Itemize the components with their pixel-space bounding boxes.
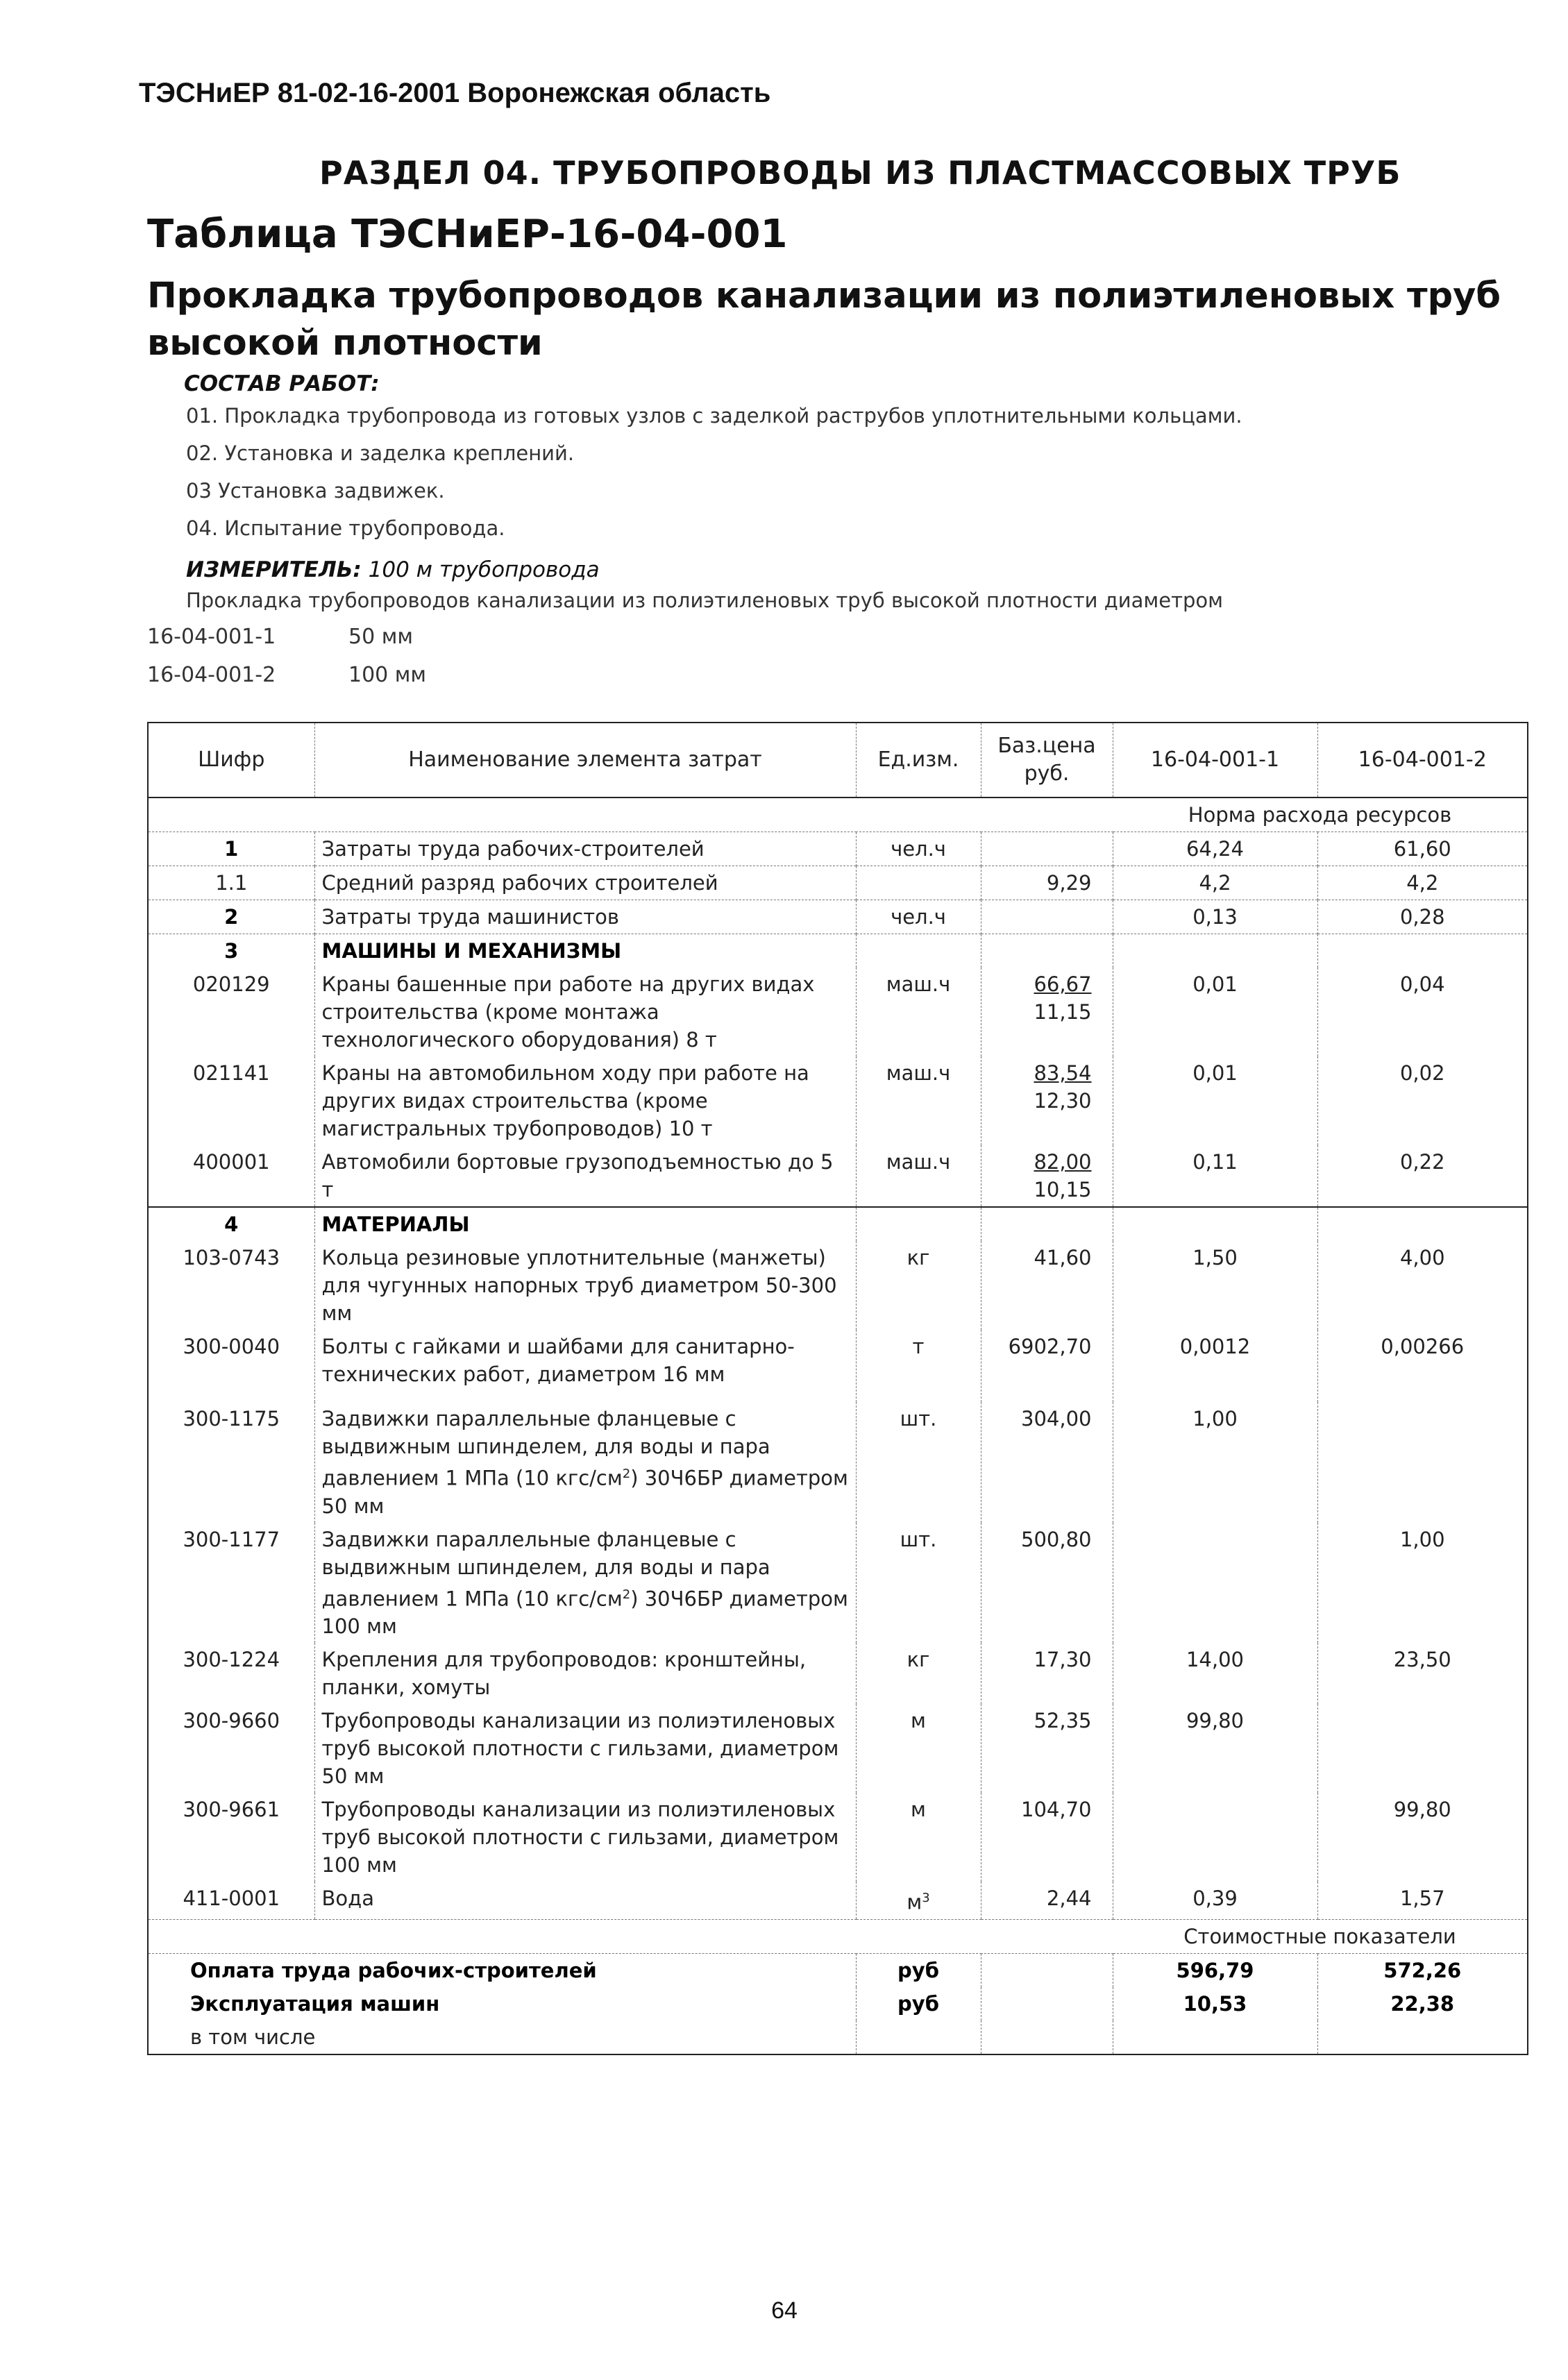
table-row (148, 1793, 1528, 1882)
row-name: Болты с гайками и шайбами для санитарно-технических работ, диаметром 16 мм (314, 1330, 856, 1402)
table-row (148, 1056, 1528, 1145)
variant-size: 100 мм (348, 663, 427, 687)
row-price: 66,67 (1034, 972, 1092, 996)
cost-row (148, 1953, 1528, 1987)
row-name: Затраты труда рабочих-строителей (314, 832, 856, 866)
norm-label-row (148, 797, 1528, 832)
row-name: МАТЕРИАЛЫ (314, 1207, 856, 1241)
row-unit: т (856, 1330, 981, 1402)
cost-value-1: 596,79 (1113, 1953, 1317, 1987)
table-row (148, 968, 1528, 1056)
row-value-1: 0,01 (1113, 1056, 1317, 1145)
row-code: 300-1177 (183, 1527, 280, 1551)
col-header-code: Шифр (148, 723, 314, 797)
cost-subrow (148, 2020, 1528, 2054)
section-row (148, 1207, 1528, 1241)
row-name: Задвижки параллельные фланцевые с выдвижным шпинделем, для воды и пара давлением 1 МПа (10 кгс/$см^2$) 30Ч6БР диаметром 50 мм (314, 1402, 856, 1523)
row-price: 2,44 (981, 1882, 1113, 1919)
row-value-2: 0,28 (1317, 900, 1528, 934)
cost-value-2: 572,26 (1317, 1953, 1528, 1987)
row-price: 500,80 (981, 1523, 1113, 1644)
row-price (981, 900, 1113, 934)
row-name: Задвижки параллельные фланцевые с выдвижным шпинделем, для воды и пара давлением 1 МПа (10 кгс/$см^2$) 30Ч6БР диаметром 100 мм (314, 1523, 856, 1644)
row-price-wage: 12,30 (1034, 1089, 1092, 1113)
row-unit: кг (856, 1241, 981, 1330)
row-price: 41,60 (981, 1241, 1113, 1330)
cost-name: Эксплуатация машин (190, 1991, 440, 2016)
row-name: МАШИНЫ И МЕХАНИЗМЫ (314, 934, 856, 968)
row-code: 300-9661 (183, 1798, 280, 1822)
main-title: Прокладка трубопроводов канализации из полиэтиленовых труб высокой плотности (147, 276, 1501, 364)
row-value-2: 61,60 (1317, 832, 1528, 866)
row-value-1: 0,13 (1113, 900, 1317, 934)
section-row (148, 934, 1528, 968)
work-item: 02. Установка и заделка креплений. (186, 441, 575, 465)
row-value-1: 1,00 (1113, 1402, 1317, 1523)
cost-unit: руб (856, 1953, 981, 1987)
cost-label: Стоимостные показатели (1113, 1919, 1528, 1953)
work-item: 03 Установка задвижек. (186, 479, 445, 503)
measure-label: ИЗМЕРИТЕЛЬ: (186, 557, 362, 582)
row-name: Трубопроводы канализации из полиэтиленовых труб высокой плотности с гильзами, диаметром 100 мм (314, 1793, 856, 1882)
row-price: 304,00 (981, 1402, 1113, 1523)
table-row (148, 1402, 1528, 1523)
row-code: 1 (224, 837, 239, 861)
table-row (148, 1882, 1528, 1919)
row-value-1: 0,11 (1113, 1145, 1317, 1207)
row-name: Автомобили бортовые грузоподъемностью до 5 т (314, 1145, 856, 1207)
row-name: Кольца резиновые уплотнительные (манжеты) для чугунных напорных труб диаметром 50-300 мм (314, 1241, 856, 1330)
cost-row (148, 1987, 1528, 2020)
row-price: 104,70 (981, 1793, 1113, 1882)
row-value-2: 0,04 (1317, 968, 1528, 1056)
table-row (148, 832, 1528, 866)
row-code: 300-1224 (183, 1648, 280, 1672)
row-unit: м (856, 1704, 981, 1793)
row-code: 4 (148, 1207, 314, 1241)
table-row (148, 1643, 1528, 1704)
row-value-1: 0,39 (1113, 1882, 1317, 1919)
row-unit: м (856, 1793, 981, 1882)
row-code: 020129 (192, 972, 270, 996)
row-unit: чел.ч (856, 900, 981, 934)
cost-incl-label: в том числе (190, 2025, 316, 2049)
row-name: Трубопроводы канализации из полиэтиленовых труб высокой плотности с гильзами, диаметром 50 мм (314, 1704, 856, 1793)
cost-name: Оплата труда рабочих-строителей (190, 1958, 597, 1982)
col-header-name: Наименование элемента затрат (314, 723, 856, 797)
row-unit: шт. (856, 1523, 981, 1644)
row-unit (856, 866, 981, 900)
work-item: 04. Испытание трубопровода. (186, 516, 505, 540)
table-row (148, 1330, 1528, 1402)
row-code: 411-0001 (148, 1882, 314, 1919)
work-composition-heading: СОСТАВ РАБОТ: (184, 371, 380, 396)
col-header-variant-2: 16-04-001-2 (1317, 723, 1528, 797)
row-code: 021141 (192, 1061, 270, 1085)
row-price: 9,29 (981, 866, 1113, 900)
table-row (148, 900, 1528, 934)
row-unit: кг (856, 1643, 981, 1704)
row-price-wage: 10,15 (1034, 1178, 1092, 1201)
row-code: 103-0743 (183, 1246, 280, 1269)
row-price: 52,35 (981, 1704, 1113, 1793)
table-row (148, 1145, 1528, 1207)
variant-code: 16-04-001-1 (147, 625, 276, 649)
row-value-1: 64,24 (1113, 832, 1317, 866)
measure-line (186, 557, 600, 582)
row-value-1: 4,2 (1113, 866, 1317, 900)
table-row (148, 1523, 1528, 1644)
row-unit: маш.ч (856, 968, 981, 1056)
row-value-2: 0,02 (1317, 1056, 1528, 1145)
row-value-1: 0,0012 (1113, 1330, 1317, 1402)
norm-label: Норма расхода ресурсов (1113, 797, 1528, 832)
row-unit: шт. (856, 1402, 981, 1523)
cost-value-2: 22,38 (1317, 1987, 1528, 2020)
row-value-1: 99,80 (1113, 1704, 1317, 1793)
measure-value: 100 м трубопровода (368, 557, 600, 582)
row-code: 300-9660 (183, 1709, 280, 1733)
row-code: 1.1 (148, 866, 314, 900)
table-description: Прокладка трубопроводов канализации из полиэтиленовых труб высокой плотности диаметром (186, 589, 1224, 612)
variant-line (147, 625, 413, 649)
row-price: 6902,70 (981, 1330, 1113, 1402)
resource-table (147, 722, 1528, 2055)
row-unit: $м^3$ (856, 1882, 981, 1919)
col-header-price: Баз.цена руб. (981, 723, 1113, 797)
document-header: ТЭСНиЕР 81-02-16-2001 Воронежская область (139, 78, 771, 108)
row-value-2: 0,22 (1317, 1145, 1528, 1207)
row-value-1: 1,50 (1113, 1241, 1317, 1330)
variant-size: 50 мм (348, 625, 413, 649)
row-value-1: 0,01 (1113, 968, 1317, 1056)
row-code: 400001 (192, 1150, 270, 1174)
row-value-1 (1113, 1523, 1317, 1644)
row-code: 2 (148, 900, 314, 934)
page-number: 64 (771, 2297, 798, 2324)
table-row (148, 866, 1528, 900)
row-name: Краны на автомобильном ходу при работе на других видах строительства (кроме магистральных трубопроводов) 10 т (314, 1056, 856, 1145)
work-item: 01. Прокладка трубопровода из готовых узлов с заделкой раструбов уплотнительными кольцами. (186, 404, 1242, 428)
row-name: Вода (314, 1882, 856, 1919)
row-name: Крепления для трубопроводов: кронштейны, планки, хомуты (314, 1643, 856, 1704)
row-code: 300-0040 (183, 1335, 280, 1358)
row-price (981, 832, 1113, 866)
row-value-2: 1,00 (1317, 1523, 1528, 1644)
cost-value-1: 10,53 (1113, 1987, 1317, 2020)
row-value-2: 4,2 (1317, 866, 1528, 900)
row-value-2: 0,00266 (1317, 1330, 1528, 1402)
section-title: РАЗДЕЛ 04. ТРУБОПРОВОДЫ ИЗ ПЛАСТМАССОВЫХ ТРУБ (319, 154, 1401, 192)
row-price-wage: 11,15 (1034, 1000, 1092, 1024)
col-header-variant-1: 16-04-001-1 (1113, 723, 1317, 797)
cost-unit: руб (856, 1987, 981, 2020)
row-name: Средний разряд рабочих строителей (314, 866, 856, 900)
col-header-unit: Ед.изм. (856, 723, 981, 797)
variant-line (147, 663, 426, 687)
row-code: 300-1175 (183, 1407, 280, 1430)
row-value-2: 99,80 (1317, 1793, 1528, 1882)
variant-code: 16-04-001-2 (147, 663, 276, 687)
table-header-row (148, 723, 1528, 797)
row-unit: маш.ч (856, 1145, 981, 1207)
row-value-2: 23,50 (1317, 1643, 1528, 1704)
table-row (148, 1241, 1528, 1330)
row-price: 17,30 (981, 1643, 1113, 1704)
row-value-2: 1,57 (1317, 1882, 1528, 1919)
row-name: Затраты труда машинистов (314, 900, 856, 934)
row-value-2 (1317, 1402, 1528, 1523)
table-row (148, 1704, 1528, 1793)
table-title: Таблица ТЭСНиЕР-16-04-001 (147, 212, 788, 257)
row-unit: маш.ч (856, 1056, 981, 1145)
row-unit: чел.ч (856, 832, 981, 866)
row-price: 83,54 (1034, 1061, 1092, 1085)
cost-label-row (148, 1919, 1528, 1953)
row-value-1: 14,00 (1113, 1643, 1317, 1704)
row-value-1 (1113, 1793, 1317, 1882)
row-value-2: 4,00 (1317, 1241, 1528, 1330)
row-code: 3 (148, 934, 314, 968)
row-value-2 (1317, 1704, 1528, 1793)
row-price: 82,00 (1034, 1150, 1092, 1174)
row-name: Краны башенные при работе на других видах строительства (кроме монтажа технологического оборудования) 8 т (314, 968, 856, 1056)
